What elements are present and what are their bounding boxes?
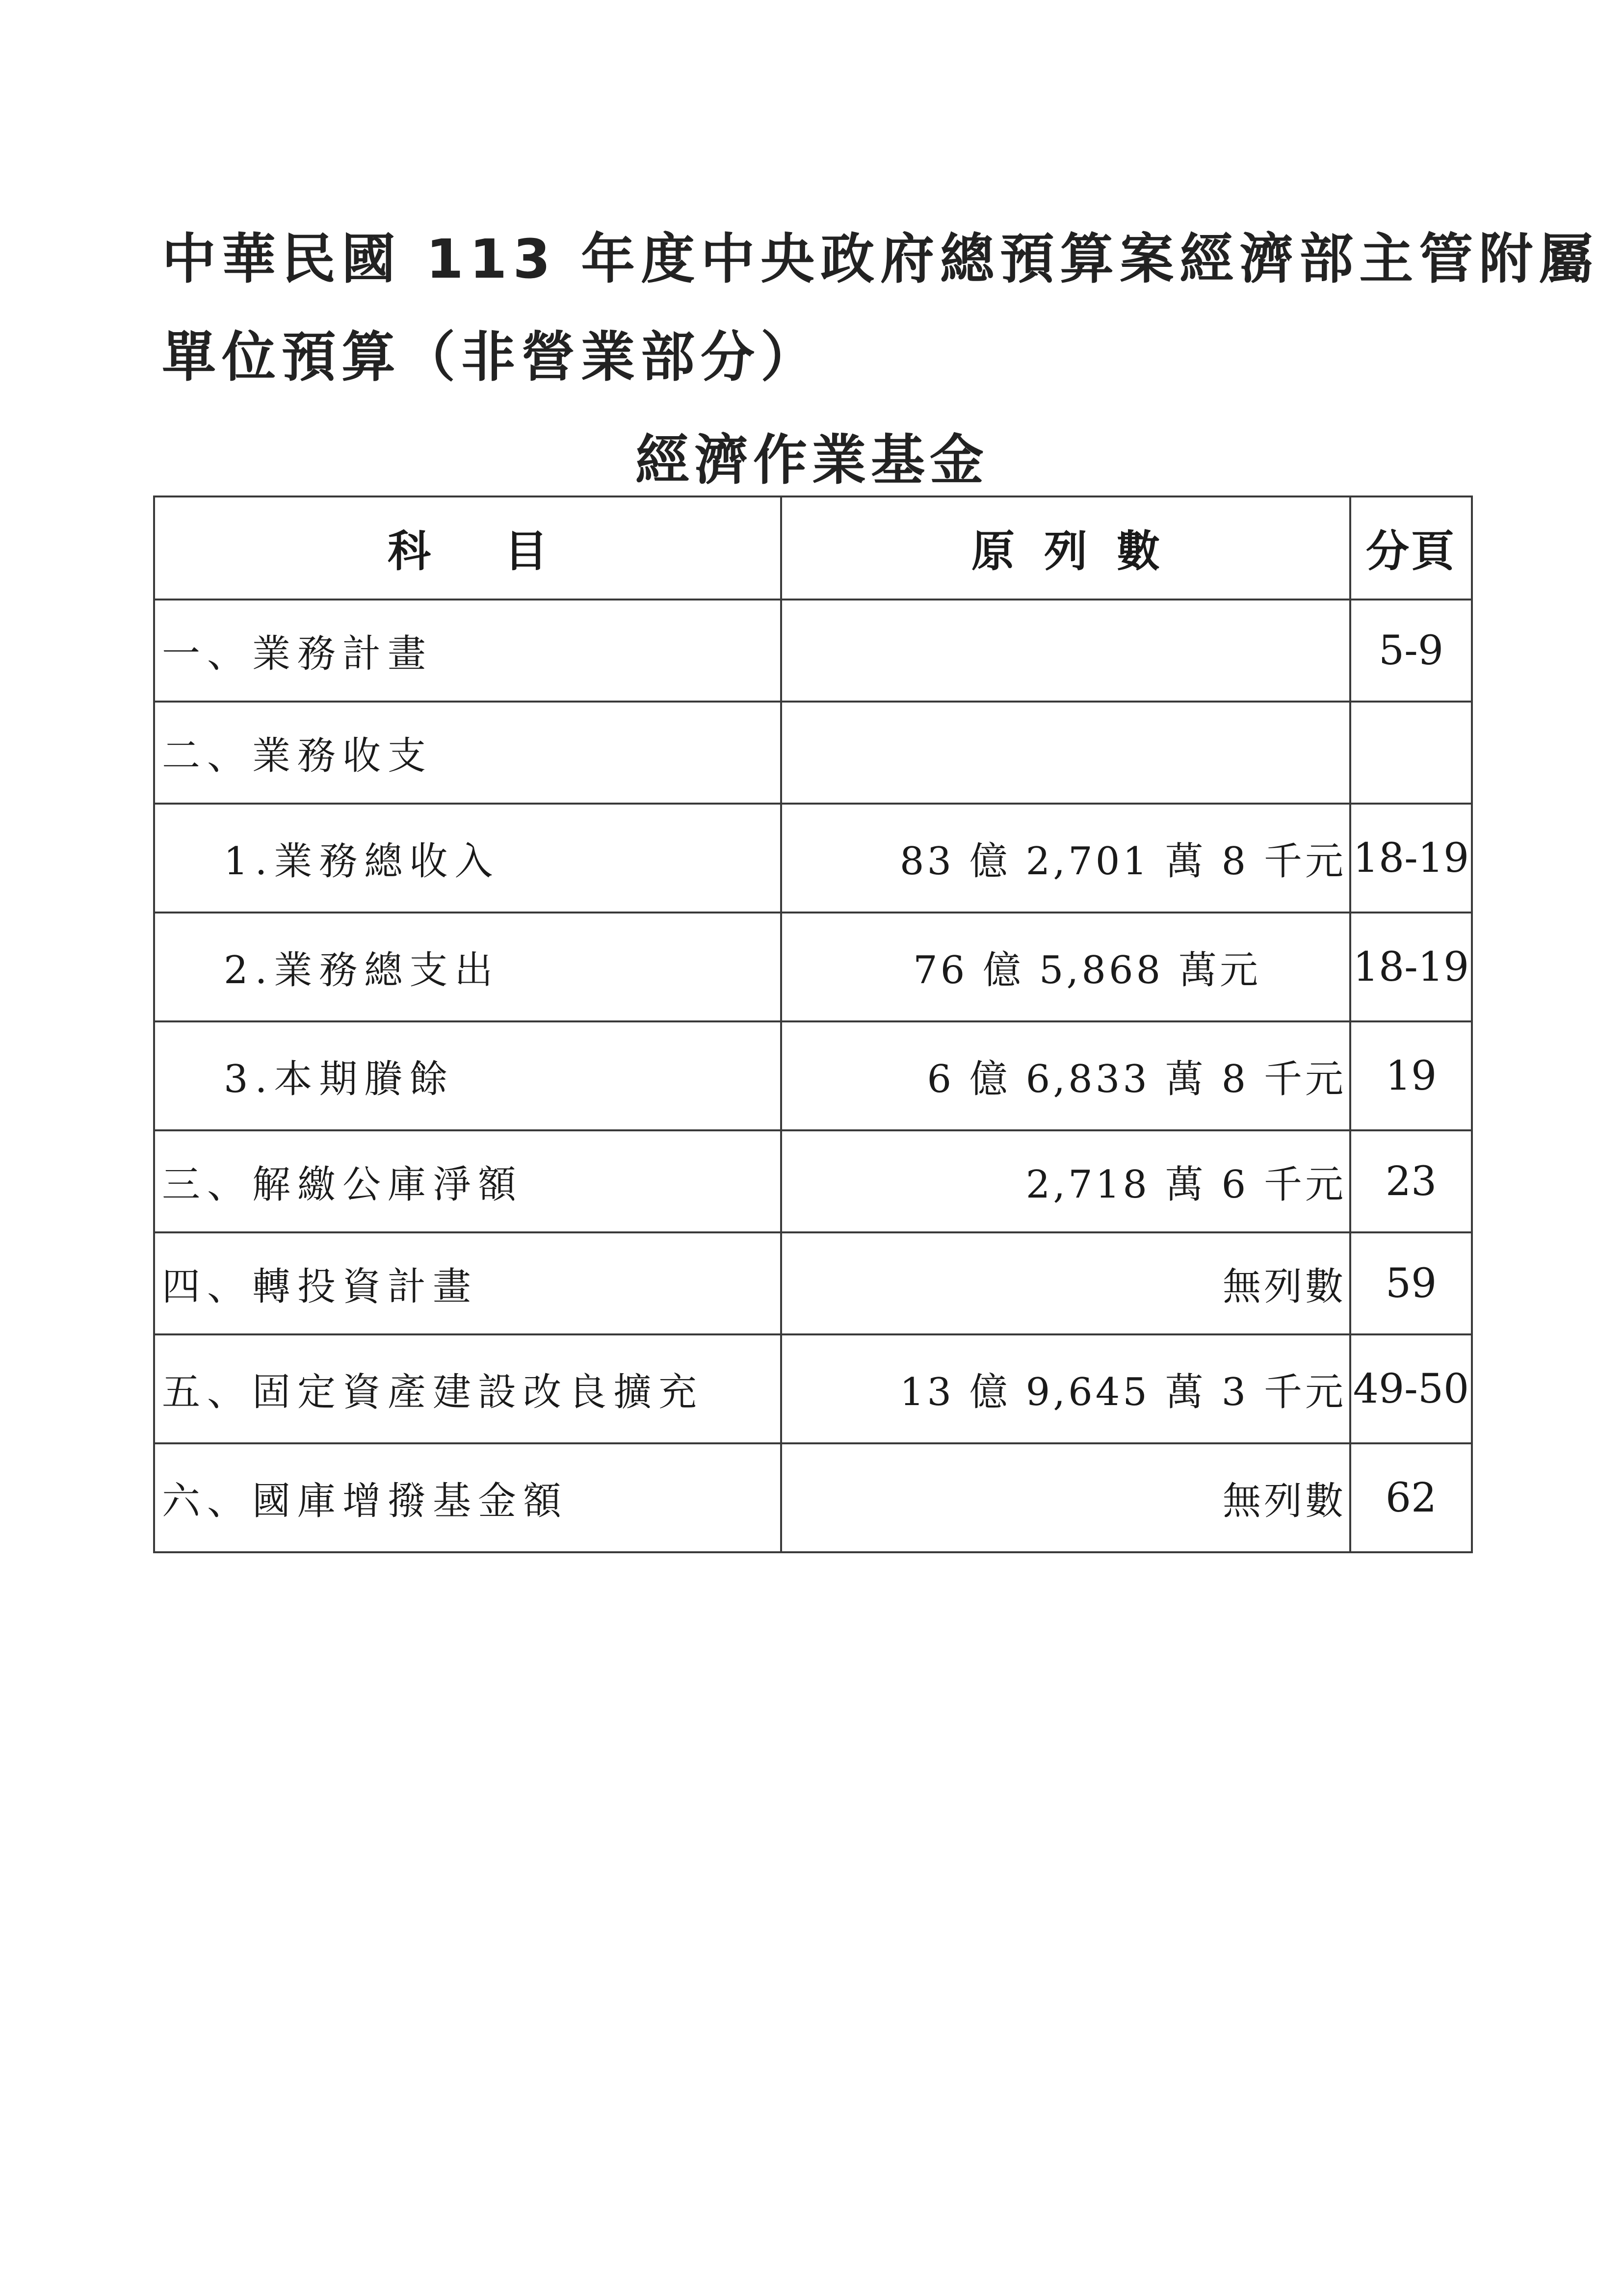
row-amount: 76 億 5,868 萬元 (781, 913, 1350, 1021)
row-amount: 無列數 (781, 1232, 1350, 1334)
row-page (1350, 702, 1472, 804)
document-title-line-2: 單位預算（非營業部分） (162, 326, 820, 389)
row-page: 18-19 (1350, 913, 1472, 1021)
table-row (154, 1443, 1472, 1552)
row-amount: 2,718 萬 6 千元 (781, 1130, 1350, 1232)
row-page: 19 (1350, 1021, 1472, 1130)
table-row (154, 1334, 1472, 1443)
header-item: 科目 (154, 496, 781, 600)
row-item: 三、解繳公庫淨額 (154, 1130, 781, 1232)
budget-table (153, 496, 1473, 1553)
table-header-row (154, 496, 1472, 600)
fund-name-heading: 經濟作業基金 (635, 429, 989, 492)
row-page: 23 (1350, 1130, 1472, 1232)
table-row (154, 1232, 1472, 1334)
row-item: 五、固定資產建設改良擴充 (154, 1334, 781, 1443)
table-row (154, 804, 1472, 913)
row-page: 49-50 (1350, 1334, 1472, 1443)
row-page: 18-19 (1350, 804, 1472, 913)
table-row (154, 1021, 1472, 1130)
row-amount: 13 億 9,645 萬 3 千元 (781, 1334, 1350, 1443)
row-amount (781, 702, 1350, 804)
table-row (154, 702, 1472, 804)
row-amount (781, 600, 1350, 702)
row-amount: 83 億 2,701 萬 8 千元 (781, 804, 1350, 913)
table-row (154, 913, 1472, 1021)
row-item: 1.業務總收入 (154, 804, 781, 913)
row-item: 六、國庫增撥基金額 (154, 1443, 781, 1552)
row-item: 2.業務總支出 (154, 913, 781, 1021)
document-title-line-1: 中華民國 113 年度中央政府總預算案經濟部主管附屬 (162, 228, 1599, 290)
row-page: 59 (1350, 1232, 1472, 1334)
header-page: 分頁 (1350, 496, 1472, 600)
row-page: 62 (1350, 1443, 1472, 1552)
row-item: 一、業務計畫 (154, 600, 781, 702)
header-amount: 原列數 (781, 496, 1350, 600)
row-item: 四、轉投資計畫 (154, 1232, 781, 1334)
row-page: 5-9 (1350, 600, 1472, 702)
row-item: 二、業務收支 (154, 702, 781, 804)
row-amount: 無列數 (781, 1443, 1350, 1552)
table-row (154, 1130, 1472, 1232)
table-row (154, 600, 1472, 702)
row-item: 3.本期賸餘 (154, 1021, 781, 1130)
row-amount: 6 億 6,833 萬 8 千元 (781, 1021, 1350, 1130)
